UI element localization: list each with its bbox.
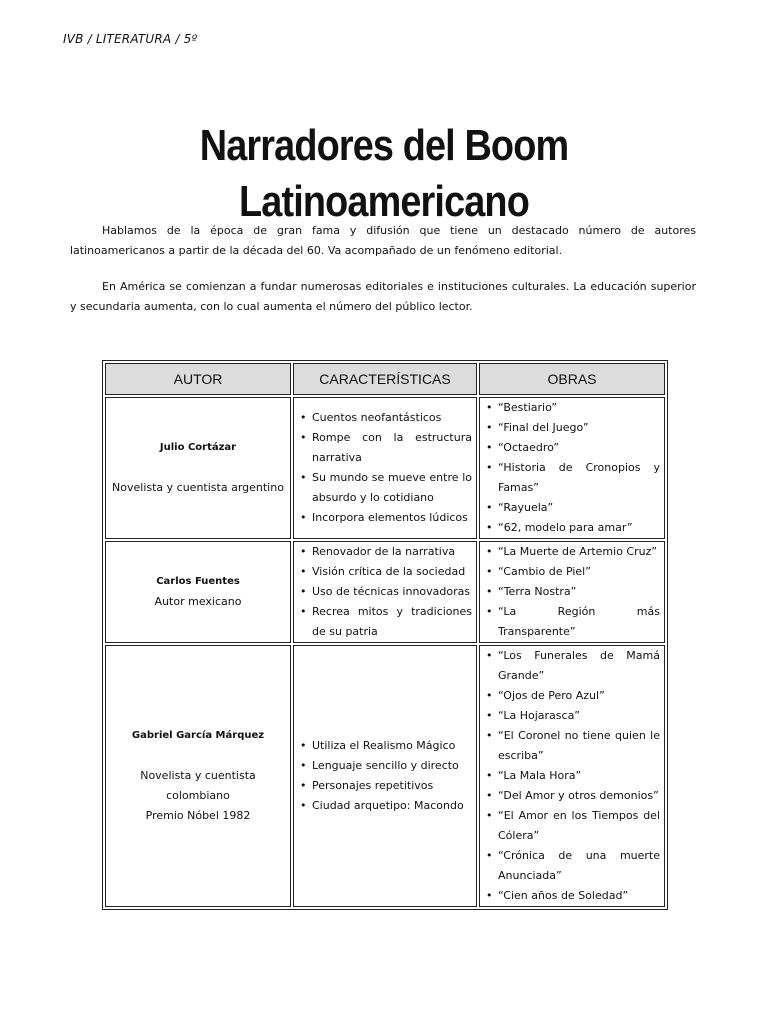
list-item: • “Final del Juego” <box>484 418 660 438</box>
intro-paragraph-2: En América se comienzan a fundar numerosas editoriales e instituciones culturales. La educación superior y secundaria aumenta, con lo cual aumenta el número del público lector. <box>70 280 696 313</box>
list-item: • “Octaedro” <box>484 438 660 458</box>
authors-table <box>102 360 668 910</box>
table-header-row <box>105 363 665 395</box>
list-item: • “La Región más Transparente” <box>484 602 660 642</box>
column-header-autor: AUTOR <box>105 363 291 395</box>
list-item: • “Crónica de una muerte Anunciada” <box>484 846 660 886</box>
list-item: • Recrea mitos y tradiciones de su patria <box>298 602 472 642</box>
author-cell <box>105 541 291 643</box>
document-title: Narradores del Boom Latinoamericano <box>199 121 569 226</box>
list-item: • “El Coronel no tiene quien le escriba” <box>484 726 660 766</box>
list-item: • “Rayuela” <box>484 498 660 518</box>
list-item: • Visión crítica de la sociedad <box>298 562 472 582</box>
table-row <box>105 645 665 907</box>
column-header-caracteristicas: CARACTERÍSTICAS <box>293 363 477 395</box>
list-item: • “Los Funerales de Mamá Grande” <box>484 646 660 686</box>
list-item: • Incorpora elementos lúdicos <box>298 508 472 528</box>
intro-paragraph-1: Hablamos de la época de gran fama y difusión que tiene un destacado número de autores latinoamericanos a partir de la década del 60. Va acompañado de un fenómeno editorial. <box>70 224 696 257</box>
list-item: • “Ojos de Pero Azul” <box>484 686 660 706</box>
table-row <box>105 541 665 643</box>
author-award: Premio Nóbel 1982 <box>145 809 251 822</box>
table-row <box>105 397 665 539</box>
column-header-obras: OBRAS <box>479 363 665 395</box>
author-description: Autor mexicano <box>154 595 242 608</box>
list-item: • “Historia de Cronopios y Famas” <box>484 458 660 498</box>
list-item: • Renovador de la narrativa <box>298 542 472 562</box>
features-cell <box>293 541 477 643</box>
list-item: • Su mundo se mueve entre lo absurdo y lo cotidiano <box>298 468 472 508</box>
list-item: • “La Hojarasca” <box>484 706 660 726</box>
author-cell <box>105 397 291 539</box>
works-cell <box>479 541 665 643</box>
author-name: Julio Cortázar <box>159 442 237 453</box>
list-item: • “Terra Nostra” <box>484 582 660 602</box>
list-item: • Ciudad arquetipo: Macondo <box>298 796 472 816</box>
author-description: Novelista y cuentista argentino <box>112 481 284 494</box>
list-item: • “Bestiario” <box>484 398 660 418</box>
author-description: Novelista y cuentista colombiano <box>140 769 256 802</box>
list-item: • “Del Amor y otros demonios” <box>484 786 660 806</box>
works-cell <box>479 397 665 539</box>
features-cell <box>293 397 477 539</box>
author-name: Gabriel García Márquez <box>131 730 265 741</box>
features-cell <box>293 645 477 907</box>
list-item: • Cuentos neofantásticos <box>298 408 472 428</box>
list-item: • “La Muerte de Artemio Cruz” <box>484 542 660 562</box>
works-cell <box>479 645 665 907</box>
author-name: Carlos Fuentes <box>156 576 240 587</box>
list-item: • Uso de técnicas innovadoras <box>298 582 472 602</box>
page-header-label: IVB / LITERATURA / 5º <box>63 32 198 46</box>
list-item: • Personajes repetitivos <box>298 776 472 796</box>
list-item: • “Cien años de Soledad” <box>484 886 660 906</box>
list-item: • Rompe con la estructura narrativa <box>298 428 472 468</box>
list-item: • “Cambio de Piel” <box>484 562 660 582</box>
list-item: • Lenguaje sencillo y directo <box>298 756 472 776</box>
list-item: • Utiliza el Realismo Mágico <box>298 736 472 756</box>
author-cell <box>105 645 291 907</box>
list-item: • “62, modelo para amar” <box>484 518 660 538</box>
list-item: • “El Amor en los Tiempos del Cólera” <box>484 806 660 846</box>
list-item: • “La Mala Hora” <box>484 766 660 786</box>
